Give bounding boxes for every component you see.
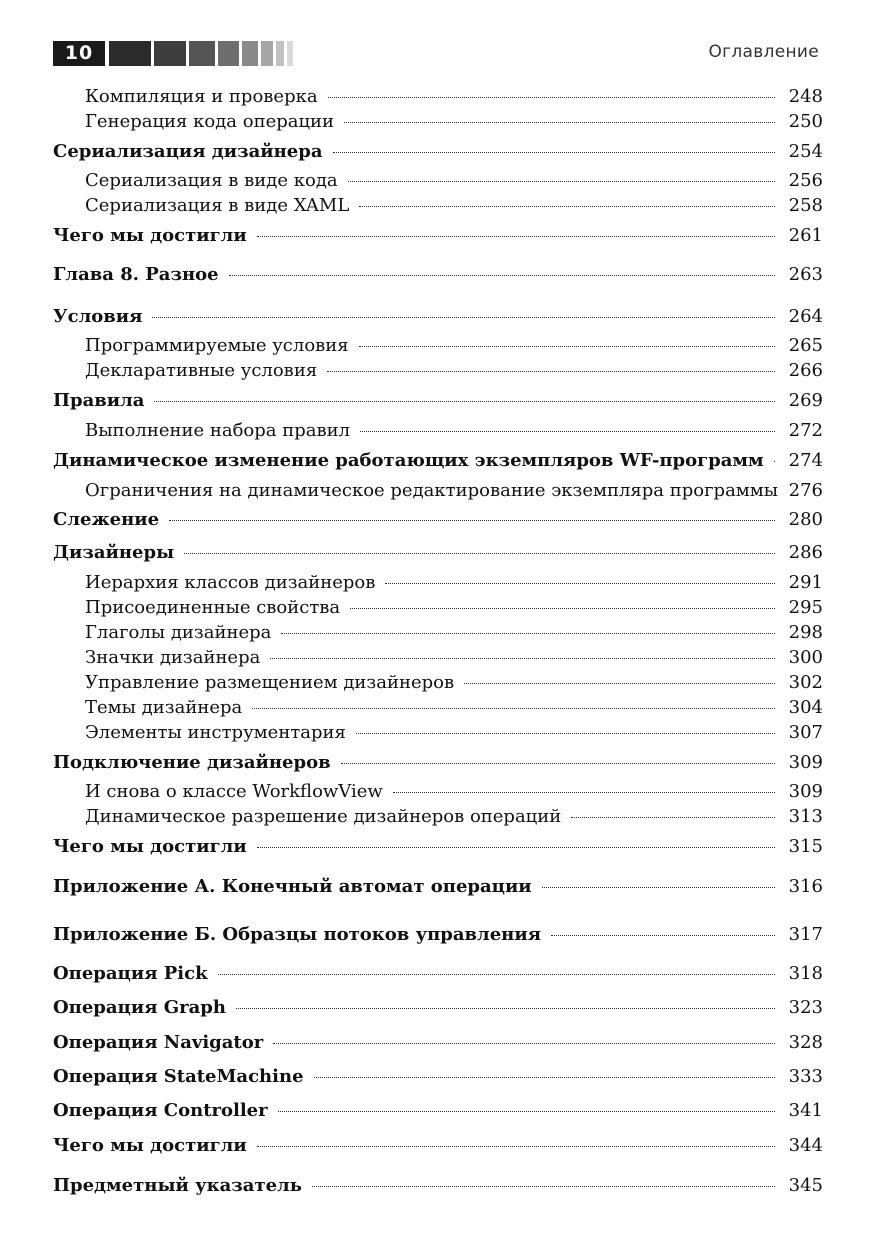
toc-entry-title: Динамическое разрешение дизайнеров операций [85, 806, 562, 827]
toc-entry-page: 276 [788, 480, 823, 501]
toc-entry-page: 328 [788, 1032, 823, 1053]
toc-entry[interactable] [53, 264, 823, 288]
dot-leader [551, 935, 775, 936]
toc-entry-page: 304 [788, 697, 823, 718]
toc-entry-page: 344 [788, 1135, 823, 1156]
dot-leader [257, 236, 775, 237]
dot-leader [154, 401, 775, 402]
toc-entry-title: Программируемые условия [85, 335, 349, 356]
toc-entry-title: Операция Controller [53, 1100, 268, 1121]
toc-entry[interactable] [53, 542, 823, 566]
toc-entry-title: Операция Navigator [53, 1032, 264, 1053]
dot-leader [341, 763, 775, 764]
toc-entry-title: Сериализация в виде XAML [85, 195, 350, 216]
toc-entry-title: Ограничения на динамическое редактирование экземпляра программы [85, 480, 779, 501]
dot-leader [169, 520, 775, 521]
dot-leader [257, 1146, 775, 1147]
dot-leader [314, 1077, 775, 1078]
toc-entry-page: 291 [788, 572, 823, 593]
toc-entry-title: Чего мы достигли [53, 225, 247, 246]
page-header [0, 0, 876, 80]
dot-leader [184, 553, 775, 554]
toc-entry-page: 345 [788, 1175, 823, 1196]
toc-entry-title: Глава 8. Разное [53, 264, 219, 285]
toc-entry[interactable] [53, 225, 823, 249]
toc-entry-title: Предметный указатель [53, 1175, 302, 1196]
toc-entry-page: 269 [788, 390, 823, 411]
header-bar-2 [154, 41, 186, 66]
toc-entry-page: 286 [788, 542, 823, 563]
toc-entry[interactable] [53, 876, 823, 900]
dot-leader [218, 974, 775, 975]
toc-entry-title: Слежение [53, 509, 160, 530]
toc-entry-page: 280 [788, 509, 823, 530]
dot-leader [350, 608, 775, 609]
toc-entry-page: 295 [788, 597, 823, 618]
toc-entry-title: Декларативные условия [85, 360, 318, 381]
toc-entry-page: 309 [788, 752, 823, 773]
header-bar-3 [189, 41, 215, 66]
toc-entry-title: Элементы инструментария [85, 722, 346, 743]
toc-entry-title: Присоединенные свойства [85, 597, 341, 618]
toc-entry[interactable] [85, 572, 823, 596]
toc-entry[interactable] [85, 420, 823, 444]
dot-leader [278, 1111, 775, 1112]
toc-entry-page: 317 [788, 924, 823, 945]
dot-leader [257, 847, 775, 848]
toc-entry[interactable] [85, 480, 823, 504]
toc-entry[interactable] [85, 111, 823, 135]
toc-entry[interactable] [53, 141, 823, 165]
toc-entry[interactable] [85, 806, 823, 830]
dot-leader [273, 1043, 775, 1044]
toc-entry-page: 333 [788, 1066, 823, 1087]
dot-leader [464, 683, 775, 684]
toc-entry-title: Чего мы достигли [53, 836, 247, 857]
header-bar-4 [218, 41, 239, 66]
toc-entry-page: 315 [788, 836, 823, 857]
header-bar-7 [276, 41, 284, 66]
toc-entry[interactable] [53, 509, 823, 533]
dot-leader [333, 152, 775, 153]
toc-entry-page: 266 [788, 360, 823, 381]
toc-entry[interactable] [53, 963, 823, 987]
page-number: 10 [53, 41, 105, 66]
dot-leader [236, 1008, 775, 1009]
toc-entry-page: 307 [788, 722, 823, 743]
toc-entry[interactable] [53, 1135, 823, 1159]
dot-leader [344, 122, 775, 123]
dot-leader [281, 633, 775, 634]
toc-entry-page: 263 [788, 264, 823, 285]
toc-entry[interactable] [53, 1175, 823, 1199]
toc-entry-page: 272 [788, 420, 823, 441]
toc-entry-page: 302 [788, 672, 823, 693]
toc-entry-title: Дизайнеры [53, 542, 175, 563]
toc-entry[interactable] [53, 752, 823, 776]
toc-entry-title: Операция StateMachine [53, 1066, 304, 1087]
dot-leader [359, 346, 775, 347]
dot-leader [327, 371, 775, 372]
toc-entry-title: Управление размещением дизайнеров [85, 672, 455, 693]
toc-entry-title: Подключение дизайнеров [53, 752, 331, 773]
toc-entry[interactable] [85, 722, 823, 746]
toc-entry[interactable] [85, 672, 823, 696]
toc-entry-title: Глаголы дизайнера [85, 622, 272, 643]
toc-entry[interactable] [53, 997, 823, 1021]
toc-entry-page: 298 [788, 622, 823, 643]
toc-entry-page: 258 [788, 195, 823, 216]
toc-entry-title: Сериализация дизайнера [53, 141, 323, 162]
toc-entry[interactable] [85, 622, 823, 646]
toc-entry-title: Темы дизайнера [85, 697, 243, 718]
toc-entry-page: 318 [788, 963, 823, 984]
toc-entry-title: Операция Pick [53, 963, 208, 984]
dot-leader [360, 431, 775, 432]
dot-leader [385, 583, 775, 584]
toc-entry[interactable] [53, 836, 823, 860]
toc-entry-page: 265 [788, 335, 823, 356]
toc-entry[interactable] [85, 170, 823, 194]
toc-entry-page: 261 [788, 225, 823, 246]
toc-entry-page: 248 [788, 86, 823, 107]
dot-leader [393, 792, 775, 793]
toc-entry-title: Правила [53, 390, 145, 411]
toc-entry-page: 341 [788, 1100, 823, 1121]
toc-entry[interactable] [85, 697, 823, 721]
toc-entry[interactable] [85, 86, 823, 110]
toc-entry[interactable] [85, 781, 823, 805]
toc-entry-page: 254 [788, 141, 823, 162]
toc-entry-page: 309 [788, 781, 823, 802]
toc-entry-page: 323 [788, 997, 823, 1018]
toc-entry[interactable] [85, 360, 823, 384]
toc-entry-title: Значки дизайнера [85, 647, 261, 668]
toc-entry-page: 250 [788, 111, 823, 132]
toc-entry-title: Генерация кода операции [85, 111, 335, 132]
toc-entry-page: 256 [788, 170, 823, 191]
toc-entry[interactable] [85, 647, 823, 671]
section-title: Оглавление [708, 42, 819, 62]
dot-leader [152, 317, 775, 318]
header-bar-8 [287, 41, 293, 66]
toc-entry-page: 300 [788, 647, 823, 668]
dot-leader [270, 658, 775, 659]
toc-entry[interactable] [53, 306, 823, 330]
toc-entry[interactable] [53, 1100, 823, 1124]
toc-entry[interactable] [53, 390, 823, 414]
header-bar-5 [242, 41, 258, 66]
header-bar-1 [109, 41, 151, 66]
dot-leader [774, 461, 775, 462]
dot-leader [252, 708, 775, 709]
toc-entry[interactable] [53, 450, 823, 474]
dot-leader [348, 181, 775, 182]
dot-leader [542, 887, 775, 888]
dot-leader [359, 206, 775, 207]
toc-entry[interactable] [85, 597, 823, 621]
toc-entry-page: 313 [788, 806, 823, 827]
toc-entry-title: Приложение А. Конечный автомат операции [53, 876, 532, 897]
toc-entry[interactable] [53, 924, 823, 948]
header-bar-6 [261, 41, 273, 66]
toc-entry-title: Чего мы достигли [53, 1135, 247, 1156]
toc-entry-title: И снова о классе WorkflowView [85, 781, 383, 802]
toc-entry[interactable] [85, 335, 823, 359]
toc-entry-title: Динамическое изменение работающих экземпляров WF-программ [53, 450, 764, 471]
toc-entry[interactable] [53, 1032, 823, 1056]
dot-leader [229, 275, 775, 276]
toc-entry-title: Сериализация в виде кода [85, 170, 338, 191]
toc-entry-title: Приложение Б. Образцы потоков управления [53, 924, 541, 945]
dot-leader [312, 1186, 775, 1187]
toc-entry-title: Компиляция и проверка [85, 86, 318, 107]
toc-entry-page: 274 [788, 450, 823, 471]
toc-entry-page: 264 [788, 306, 823, 327]
toc-entry[interactable] [53, 1066, 823, 1090]
toc-entry-title: Иерархия классов дизайнеров [85, 572, 376, 593]
dot-leader [571, 817, 775, 818]
dot-leader [328, 97, 775, 98]
toc-entry-title: Операция Graph [53, 997, 226, 1018]
toc-entry-title: Выполнение набора правил [85, 420, 351, 441]
dot-leader [356, 733, 775, 734]
toc-entry[interactable] [85, 195, 823, 219]
toc-entry-title: Условия [53, 306, 143, 327]
toc-entry-page: 316 [788, 876, 823, 897]
